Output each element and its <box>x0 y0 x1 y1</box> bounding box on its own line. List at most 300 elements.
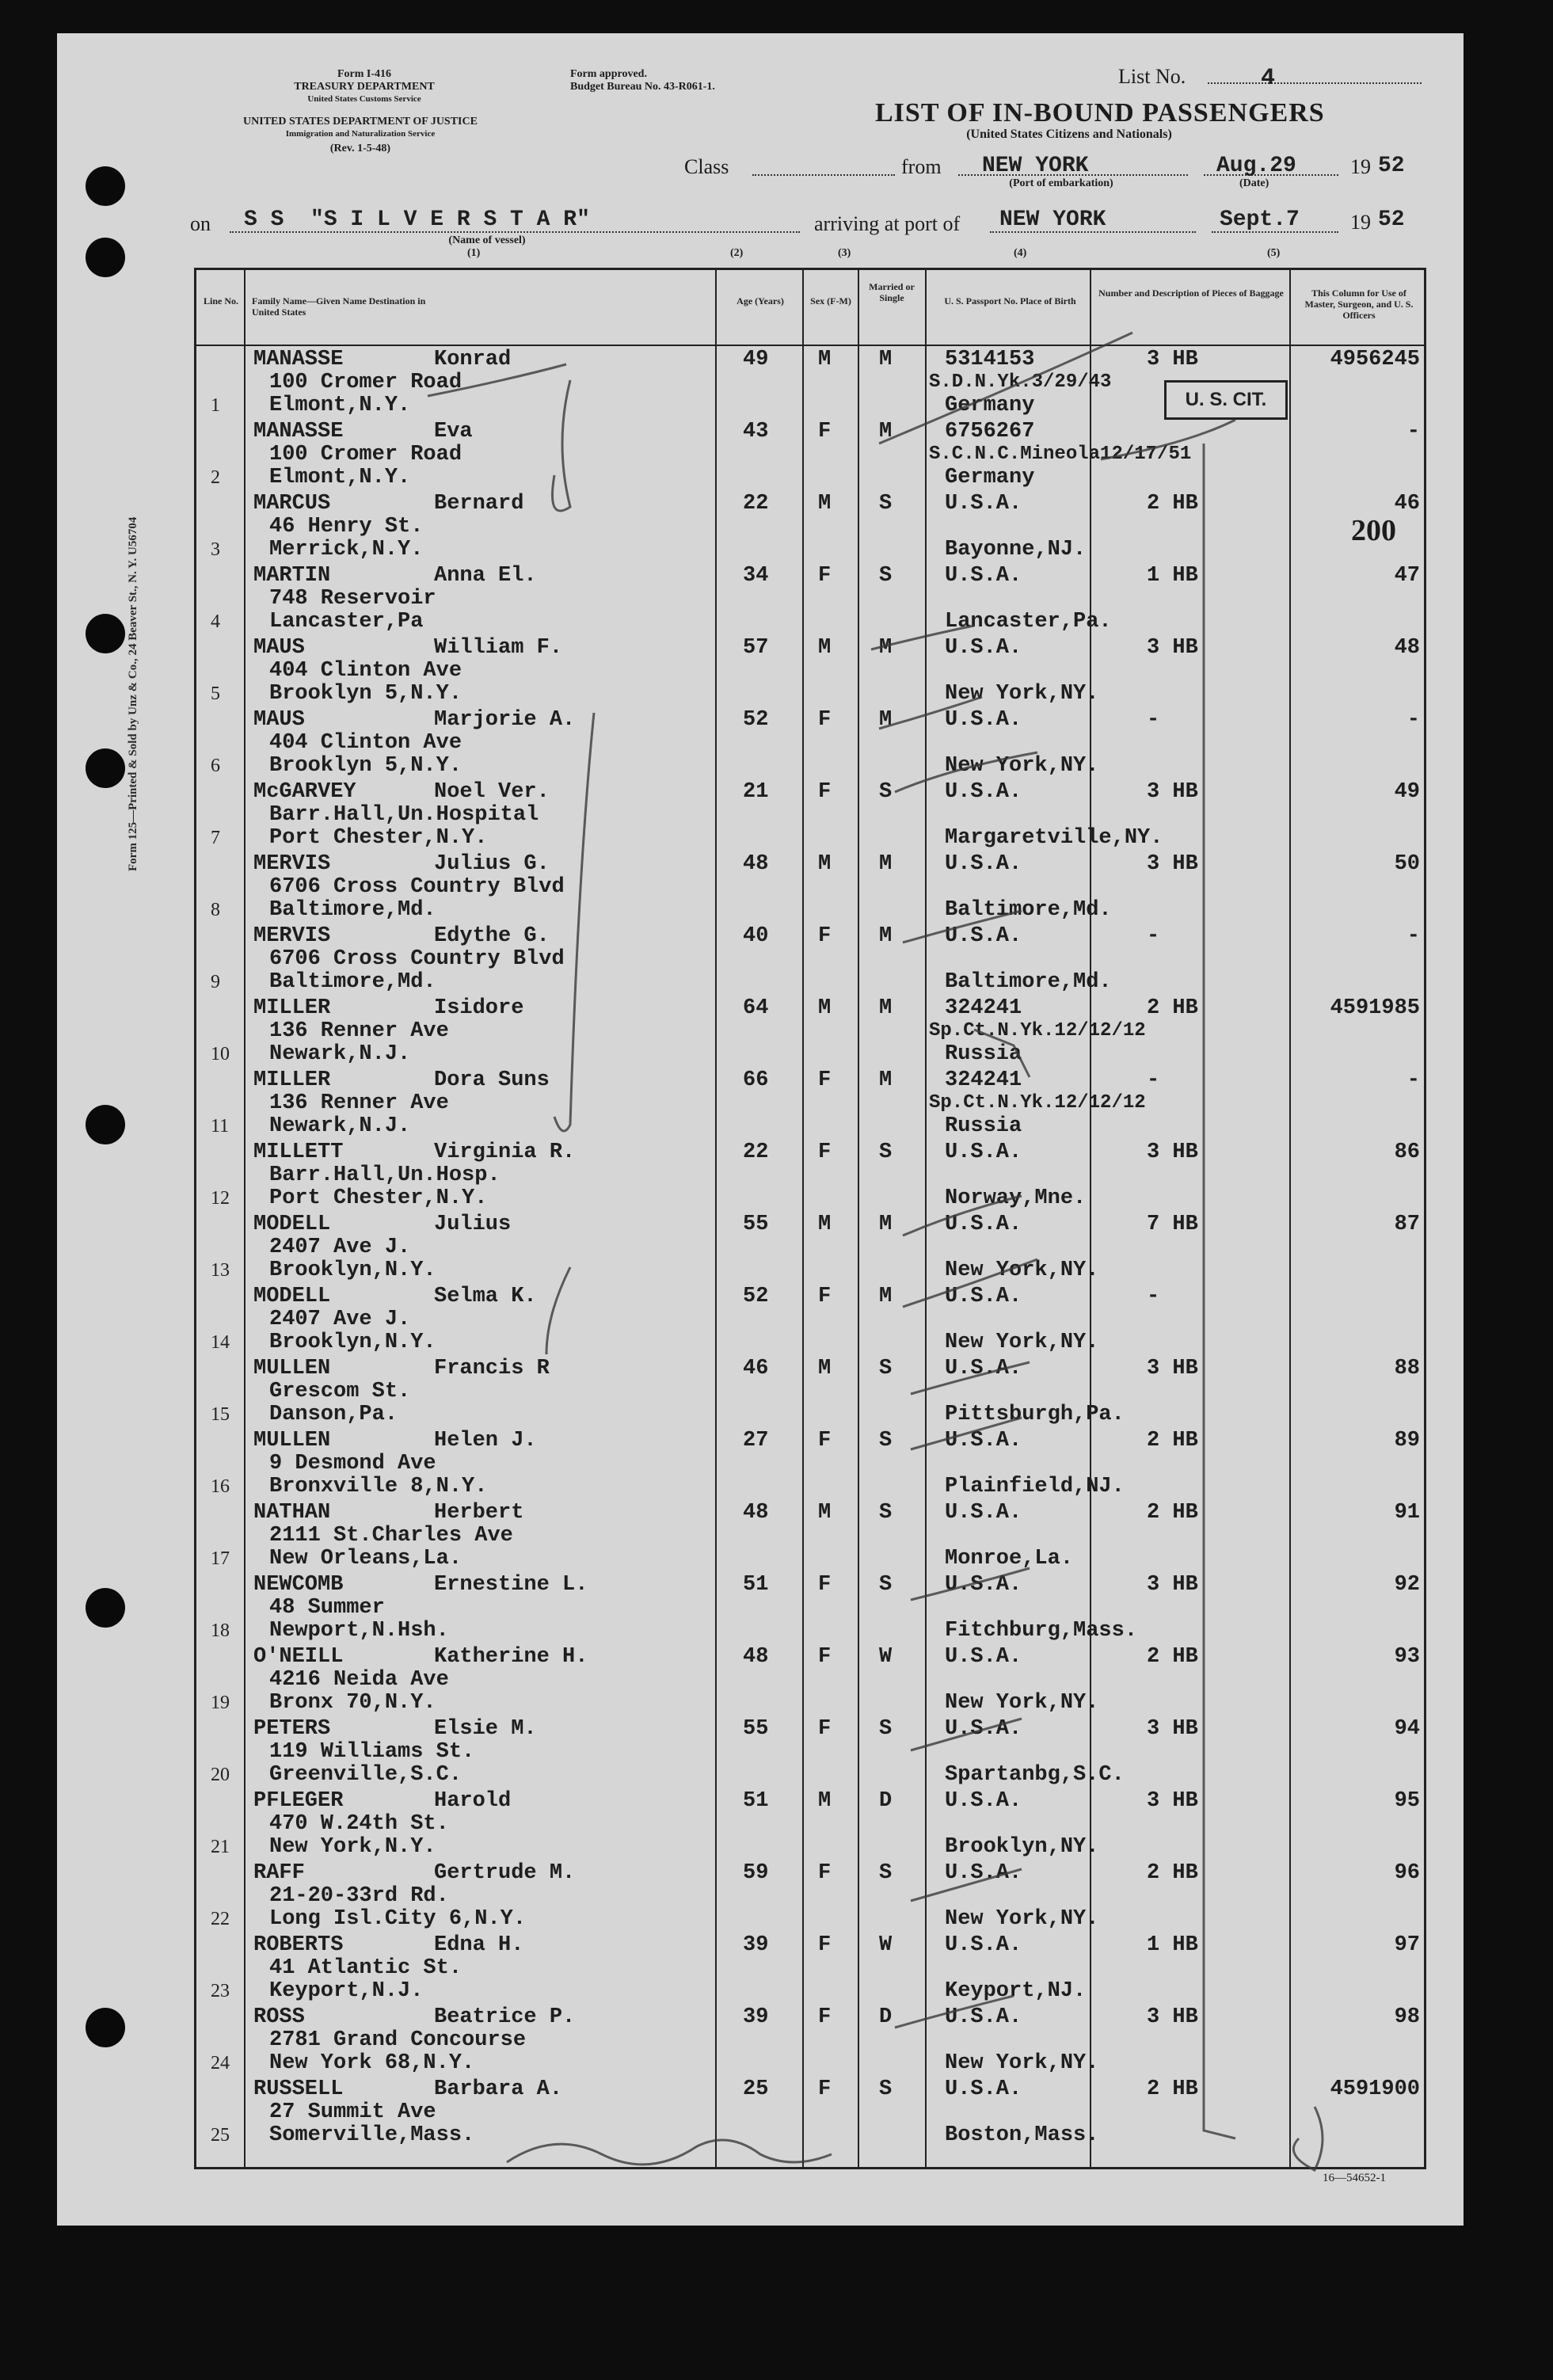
passport-number: U.S.A. <box>945 1861 1022 1885</box>
baggage: 2 HB <box>1147 1861 1198 1885</box>
officer-note: 49 <box>1394 780 1420 804</box>
table-row <box>196 1643 1424 1716</box>
line-number: 16 <box>211 1476 230 1497</box>
officer-note: 88 <box>1394 1357 1420 1380</box>
passenger-table <box>194 268 1426 2169</box>
arrival-port: NEW YORK <box>999 208 1106 232</box>
address-street: 6706 Cross Country Blvd <box>269 875 565 899</box>
address-street: 46 Henry St. <box>269 515 424 539</box>
sex: M <box>818 1213 832 1236</box>
marital-status: D <box>879 1789 893 1813</box>
family-name: MANASSE <box>253 420 344 444</box>
document-subtitle: (United States Citizens and Nationals) <box>966 128 1172 141</box>
age: 51 <box>743 1789 769 1813</box>
address-street: 9 Desmond Ave <box>269 1452 436 1476</box>
family-name: MODELL <box>253 1213 331 1236</box>
place-of-birth: New York,NY. <box>945 1259 1099 1282</box>
header-line-no: Line No. <box>203 295 238 307</box>
address-city: Long Isl.City 6,N.Y. <box>269 1907 527 1931</box>
marital-status: M <box>879 708 893 732</box>
table-row <box>196 995 1424 1067</box>
age: 39 <box>743 2005 769 2029</box>
embarkation-port: NEW YORK <box>982 154 1089 178</box>
family-name: MODELL <box>253 1285 331 1308</box>
sex: M <box>818 1501 832 1525</box>
marital-status: S <box>879 1357 893 1380</box>
marital-status: W <box>879 1645 893 1669</box>
officer-note: 97 <box>1394 1933 1420 1957</box>
address-city: Brooklyn,N.Y. <box>269 1259 436 1282</box>
address-street: 100 Cromer Road <box>269 371 462 394</box>
officer-note: 93 <box>1394 1645 1420 1669</box>
family-name: MULLEN <box>253 1357 331 1380</box>
given-name: Helen J. <box>434 1429 537 1453</box>
table-row <box>196 1932 1424 2004</box>
address-street: 119 Williams St. <box>269 1740 475 1764</box>
place-of-birth: Pittsburgh,Pa. <box>945 1403 1125 1426</box>
age: 25 <box>743 2077 769 2101</box>
place-of-birth: Bayonne,NJ. <box>945 538 1087 562</box>
passport-number: 6756267 <box>945 420 1035 444</box>
place-of-birth: New York,NY. <box>945 682 1099 706</box>
address-city: New Orleans,La. <box>269 1547 462 1571</box>
officer-note: 95 <box>1394 1789 1420 1813</box>
place-of-birth: Germany <box>945 394 1035 417</box>
address-city: Port Chester,N.Y. <box>269 1186 488 1210</box>
marital-status: S <box>879 2077 893 2101</box>
address-street: 404 Clinton Ave <box>269 731 462 755</box>
family-name: ROSS <box>253 2005 305 2029</box>
table-row <box>196 1139 1424 1211</box>
address-street: 404 Clinton Ave <box>269 659 462 683</box>
address-city: Elmont,N.Y. <box>269 394 411 417</box>
officer-note: 98 <box>1394 2005 1420 2029</box>
header-baggage: Number and Description of Pieces of Baggage <box>1098 288 1284 299</box>
line-number: 15 <box>211 1404 230 1425</box>
family-name: MAUS <box>253 636 305 660</box>
passport-number: U.S.A. <box>945 1357 1022 1380</box>
marital-status: M <box>879 348 893 371</box>
col-number-5: (5) <box>1267 247 1281 259</box>
family-name: PFLEGER <box>253 1789 344 1813</box>
table-row <box>196 706 1424 779</box>
passport-number: U.S.A. <box>945 636 1022 660</box>
passport-number: U.S.A. <box>945 1140 1022 1164</box>
sex: M <box>818 636 832 660</box>
sex: F <box>818 420 832 444</box>
table-row <box>196 634 1424 706</box>
ins-service: Immigration and Naturalization Service <box>285 129 436 139</box>
line-number: 20 <box>211 1765 230 1785</box>
line-number: 13 <box>211 1260 230 1281</box>
age: 52 <box>743 1285 769 1308</box>
officer-note: - <box>1406 420 1420 444</box>
baggage: 1 HB <box>1147 1933 1198 1957</box>
given-name: Barbara A. <box>434 2077 563 2101</box>
passport-number: U.S.A. <box>945 2077 1022 2101</box>
line-number: 7 <box>211 828 220 848</box>
age: 39 <box>743 1933 769 1957</box>
officer-note: 92 <box>1394 1573 1420 1597</box>
family-name: NATHAN <box>253 1501 331 1525</box>
officer-note: 4591900 <box>1330 2077 1420 2101</box>
arrival-year-prefix: 19 <box>1350 211 1371 234</box>
address-city: Newark,N.J. <box>269 1114 411 1138</box>
baggage: 2 HB <box>1147 1645 1198 1669</box>
family-name: O'NEILL <box>253 1645 344 1669</box>
line-number: 10 <box>211 1044 230 1064</box>
age: 46 <box>743 1357 769 1380</box>
officer-note: 4591985 <box>1330 996 1420 1020</box>
sex: F <box>818 1933 832 1957</box>
officer-note: 4956245 <box>1330 348 1420 371</box>
sex: M <box>818 852 832 876</box>
family-name: MANASSE <box>253 348 344 371</box>
age: 55 <box>743 1213 769 1236</box>
given-name: Bernard <box>434 492 524 516</box>
passport-number: 324241 <box>945 996 1022 1020</box>
sex: F <box>818 1285 832 1308</box>
header-passport: U. S. Passport No. Place of Birth <box>944 295 1076 307</box>
arrival-date: Sept.7 <box>1220 208 1300 232</box>
line-number: 5 <box>211 684 220 704</box>
address-city: Brooklyn,N.Y. <box>269 1331 436 1354</box>
list-number-blank <box>1208 82 1422 84</box>
family-name: RUSSELL <box>253 2077 344 2101</box>
baggage: - <box>1147 1285 1160 1308</box>
address-street: 2407 Ave J. <box>269 1236 411 1259</box>
line-number: 2 <box>211 467 220 488</box>
list-number-label: List No. <box>1118 65 1186 88</box>
sex: F <box>818 1429 832 1453</box>
baggage: 2 HB <box>1147 2077 1198 2101</box>
address-city: Merrick,N.Y. <box>269 538 424 562</box>
address-city: Newark,N.J. <box>269 1042 411 1066</box>
family-name: MAUS <box>253 708 305 732</box>
passport-number: U.S.A. <box>945 1933 1022 1957</box>
header-name: Family Name—Given Name Destination in United States <box>252 295 426 318</box>
baggage: 3 HB <box>1147 636 1198 660</box>
header-married: Married or Single <box>869 281 915 303</box>
line-number: 4 <box>211 611 220 632</box>
table-row <box>196 923 1424 995</box>
departure-date: Aug.29 <box>1216 154 1296 178</box>
marital-status: S <box>879 564 893 588</box>
passport-number: U.S.A. <box>945 2005 1022 2029</box>
line-number: 17 <box>211 1548 230 1569</box>
sex: M <box>818 492 832 516</box>
arriving-label: arriving at port of <box>814 212 961 235</box>
address-city: Lancaster,Pa <box>269 610 424 634</box>
officer-note: 94 <box>1394 1717 1420 1741</box>
given-name: Edythe G. <box>434 924 550 948</box>
address-city: Brooklyn 5,N.Y. <box>269 682 462 706</box>
address-city: New York 68,N.Y. <box>269 2051 475 2075</box>
passport-issue: S.C.N.C.Mineola12/17/51 <box>929 444 1192 465</box>
line-number: 23 <box>211 1981 230 2001</box>
address-city: Somerville,Mass. <box>269 2123 475 2147</box>
age: 48 <box>743 1645 769 1669</box>
marital-status: S <box>879 1501 893 1525</box>
address-city: Keyport,N.J. <box>269 1979 424 2003</box>
address-street: Barr.Hall,Un.Hosp. <box>269 1163 501 1187</box>
line-number: 25 <box>211 2125 230 2146</box>
address-street: 470 W.24th St. <box>269 1812 449 1836</box>
departure-year: 52 <box>1378 154 1405 178</box>
place-of-birth: New York,NY. <box>945 1691 1099 1715</box>
age: 64 <box>743 996 769 1020</box>
passport-number: U.S.A. <box>945 1645 1022 1669</box>
given-name: Konrad <box>434 348 512 371</box>
given-name: Virginia R. <box>434 1140 576 1164</box>
address-street: 21-20-33rd Rd. <box>269 1884 449 1908</box>
line-number: 3 <box>211 539 220 560</box>
baggage: 7 HB <box>1147 1213 1198 1236</box>
address-street: 27 Summit Ave <box>269 2100 436 2124</box>
address-city: Greenville,S.C. <box>269 1763 462 1787</box>
place-of-birth: Norway,Mne. <box>945 1186 1087 1210</box>
line-number: 12 <box>211 1188 230 1209</box>
line-number: 19 <box>211 1693 230 1713</box>
given-name: Francis R <box>434 1357 550 1380</box>
marital-status: M <box>879 996 893 1020</box>
place-of-birth: Monroe,La. <box>945 1547 1074 1571</box>
table-row <box>196 1211 1424 1283</box>
passport-number: U.S.A. <box>945 924 1022 948</box>
age: 43 <box>743 420 769 444</box>
place-of-birth: Lancaster,Pa. <box>945 610 1112 634</box>
family-name: PETERS <box>253 1717 331 1741</box>
family-name: MARCUS <box>253 492 331 516</box>
given-name: Edna H. <box>434 1933 524 1957</box>
place-of-birth: Baltimore,Md. <box>945 898 1112 922</box>
table-row <box>196 490 1424 562</box>
list-number: 4 <box>1261 65 1276 92</box>
address-city: Port Chester,N.Y. <box>269 826 488 850</box>
class-label: Class <box>684 155 729 178</box>
baggage: 3 HB <box>1147 1573 1198 1597</box>
form-number: Form I-416 <box>337 68 392 80</box>
officer-note: 48 <box>1394 636 1420 660</box>
address-city: Baltimore,Md. <box>269 970 436 994</box>
customs-service: United States Customs Service <box>307 94 421 104</box>
given-name: Beatrice P. <box>434 2005 576 2029</box>
passport-number: U.S.A. <box>945 564 1022 588</box>
on-label: on <box>190 212 211 235</box>
passport-number: U.S.A. <box>945 1717 1022 1741</box>
given-name: Elsie M. <box>434 1717 537 1741</box>
passport-issue: S.D.N.Yk.3/29/43 <box>929 371 1112 393</box>
margin-note: 200 <box>1351 514 1396 547</box>
marital-status: M <box>879 420 893 444</box>
marital-status: S <box>879 492 893 516</box>
address-street: Barr.Hall,Un.Hospital <box>269 803 539 827</box>
line-number: 8 <box>211 900 220 920</box>
officer-note: - <box>1406 1068 1420 1092</box>
age: 22 <box>743 492 769 516</box>
address-street: 2111 St.Charles Ave <box>269 1524 513 1548</box>
sex: F <box>818 2005 832 2029</box>
passport-number: U.S.A. <box>945 1213 1022 1236</box>
line-number: 22 <box>211 1909 230 1929</box>
address-street: 136 Renner Ave <box>269 1091 449 1115</box>
sex: F <box>818 708 832 732</box>
age: 57 <box>743 636 769 660</box>
passport-number: U.S.A. <box>945 780 1022 804</box>
col-number-2: (2) <box>730 247 744 259</box>
passport-number: U.S.A. <box>945 1573 1022 1597</box>
line-number: 6 <box>211 756 220 776</box>
address-city: Bronxville 8,N.Y. <box>269 1475 488 1498</box>
age: 48 <box>743 852 769 876</box>
address-city: Baltimore,Md. <box>269 898 436 922</box>
place-of-birth: New York,NY. <box>945 2051 1099 2075</box>
line-number: 18 <box>211 1620 230 1641</box>
table-row <box>196 1283 1424 1355</box>
table-row <box>196 562 1424 634</box>
marital-status: S <box>879 1861 893 1885</box>
age: 49 <box>743 348 769 371</box>
sex: F <box>818 2077 832 2101</box>
passport-number: U.S.A. <box>945 1285 1022 1308</box>
baggage: 2 HB <box>1147 1501 1198 1525</box>
table-row <box>196 2076 1424 2148</box>
place-of-birth: Margaretville,NY. <box>945 826 1163 850</box>
place-of-birth: Brooklyn,NY. <box>945 1835 1099 1859</box>
family-name: MERVIS <box>253 852 331 876</box>
given-name: Dora Suns <box>434 1068 550 1092</box>
marital-status: M <box>879 636 893 660</box>
baggage: 3 HB <box>1147 780 1198 804</box>
address-city: New York,N.Y. <box>269 1835 436 1859</box>
officer-note: 47 <box>1394 564 1420 588</box>
given-name: Harold <box>434 1789 512 1813</box>
from-label: from <box>901 155 942 178</box>
age: 21 <box>743 780 769 804</box>
place-of-birth: Russia <box>945 1114 1022 1138</box>
table-row <box>196 2004 1424 2076</box>
passport-number: U.S.A. <box>945 1501 1022 1525</box>
officer-note: 86 <box>1394 1140 1420 1164</box>
line-number: 14 <box>211 1332 230 1353</box>
sex: M <box>818 996 832 1020</box>
form-approved: Form approved. <box>570 68 647 80</box>
marital-status: M <box>879 1285 893 1308</box>
baggage: 3 HB <box>1147 1140 1198 1164</box>
address-city: Newport,N.Hsh. <box>269 1619 449 1643</box>
address-street: 41 Atlantic St. <box>269 1956 462 1980</box>
footer-code: 16—54652-1 <box>1323 2172 1386 2184</box>
family-name: RAFF <box>253 1861 305 1885</box>
address-city: Elmont,N.Y. <box>269 466 411 489</box>
marital-status: M <box>879 1213 893 1236</box>
place-of-birth: Russia <box>945 1042 1022 1066</box>
year-prefix: 19 <box>1350 155 1371 178</box>
given-name: Anna El. <box>434 564 537 588</box>
age: 66 <box>743 1068 769 1092</box>
age: 55 <box>743 1717 769 1741</box>
col-number-4: (4) <box>1014 247 1027 259</box>
place-of-birth: New York,NY. <box>945 1907 1099 1931</box>
table-row <box>196 851 1424 923</box>
marital-status: S <box>879 1140 893 1164</box>
sex: F <box>818 924 832 948</box>
passport-number: U.S.A. <box>945 492 1022 516</box>
baggage: 3 HB <box>1147 1357 1198 1380</box>
address-street: 136 Renner Ave <box>269 1019 449 1043</box>
officer-note: 46 <box>1394 492 1420 516</box>
place-of-birth: Fitchburg,Mass. <box>945 1619 1138 1643</box>
sex: M <box>818 1357 832 1380</box>
class-blank <box>752 174 895 176</box>
family-name: MILLETT <box>253 1140 344 1164</box>
baggage: 3 HB <box>1147 1717 1198 1741</box>
marital-status: M <box>879 1068 893 1092</box>
address-street: 2407 Ave J. <box>269 1308 411 1331</box>
binder-hole <box>86 238 125 277</box>
table-row <box>196 1571 1424 1643</box>
line-number: 9 <box>211 972 220 992</box>
sex: M <box>818 348 832 371</box>
sex: F <box>818 564 832 588</box>
given-name: Katherine H. <box>434 1645 588 1669</box>
us-citizen-stamp: U. S. CIT. <box>1164 380 1288 420</box>
baggage: 2 HB <box>1147 996 1198 1020</box>
marital-status: S <box>879 1717 893 1741</box>
marital-status: S <box>879 1429 893 1453</box>
given-name: Herbert <box>434 1501 524 1525</box>
place-of-birth: Baltimore,Md. <box>945 970 1112 994</box>
sex: F <box>818 1717 832 1741</box>
family-name: MILLER <box>253 996 331 1020</box>
given-name: Selma K. <box>434 1285 537 1308</box>
date-caption: (Date) <box>1239 177 1269 189</box>
passport-issue: Sp.Ct.N.Yk.12/12/12 <box>929 1092 1146 1114</box>
arrival-year: 52 <box>1378 208 1405 232</box>
vessel-name: S S "S I L V E R S T A R" <box>244 208 590 232</box>
baggage: 3 HB <box>1147 348 1198 371</box>
family-name: MERVIS <box>253 924 331 948</box>
baggage: - <box>1147 924 1160 948</box>
age: 22 <box>743 1140 769 1164</box>
budget-bureau: Budget Bureau No. 43-R061-1. <box>570 81 715 93</box>
age: 52 <box>743 708 769 732</box>
officer-note: 91 <box>1394 1501 1420 1525</box>
officer-note: 87 <box>1394 1213 1420 1236</box>
family-name: MULLEN <box>253 1429 331 1453</box>
table-row <box>196 779 1424 851</box>
baggage: - <box>1147 708 1160 732</box>
given-name: Noel Ver. <box>434 780 550 804</box>
address-street: 2781 Grand Concourse <box>269 2028 527 2052</box>
officer-note: 96 <box>1394 1861 1420 1885</box>
family-name: ROBERTS <box>253 1933 344 1957</box>
line-number: 11 <box>211 1116 230 1137</box>
place-of-birth: New York,NY. <box>945 754 1099 778</box>
binder-hole <box>86 2008 125 2047</box>
header-officers: This Column for Use of Master, Surgeon, and U. S. Officers <box>1304 288 1414 321</box>
binder-hole <box>86 1588 125 1628</box>
table-row <box>196 1716 1424 1788</box>
baggage: - <box>1147 1068 1160 1092</box>
baggage: 2 HB <box>1147 492 1198 516</box>
revision: (Rev. 1-5-48) <box>329 143 391 154</box>
address-street: 6706 Cross Country Blvd <box>269 947 565 971</box>
passport-number: 5314153 <box>945 348 1035 371</box>
sex: M <box>818 1789 832 1813</box>
place-of-birth: Keyport,NJ. <box>945 1979 1087 2003</box>
printer-imprint: Form 125—Printed & Sold by Unz & Co., 24 Beaver St., N. Y. U56704 <box>127 516 139 871</box>
